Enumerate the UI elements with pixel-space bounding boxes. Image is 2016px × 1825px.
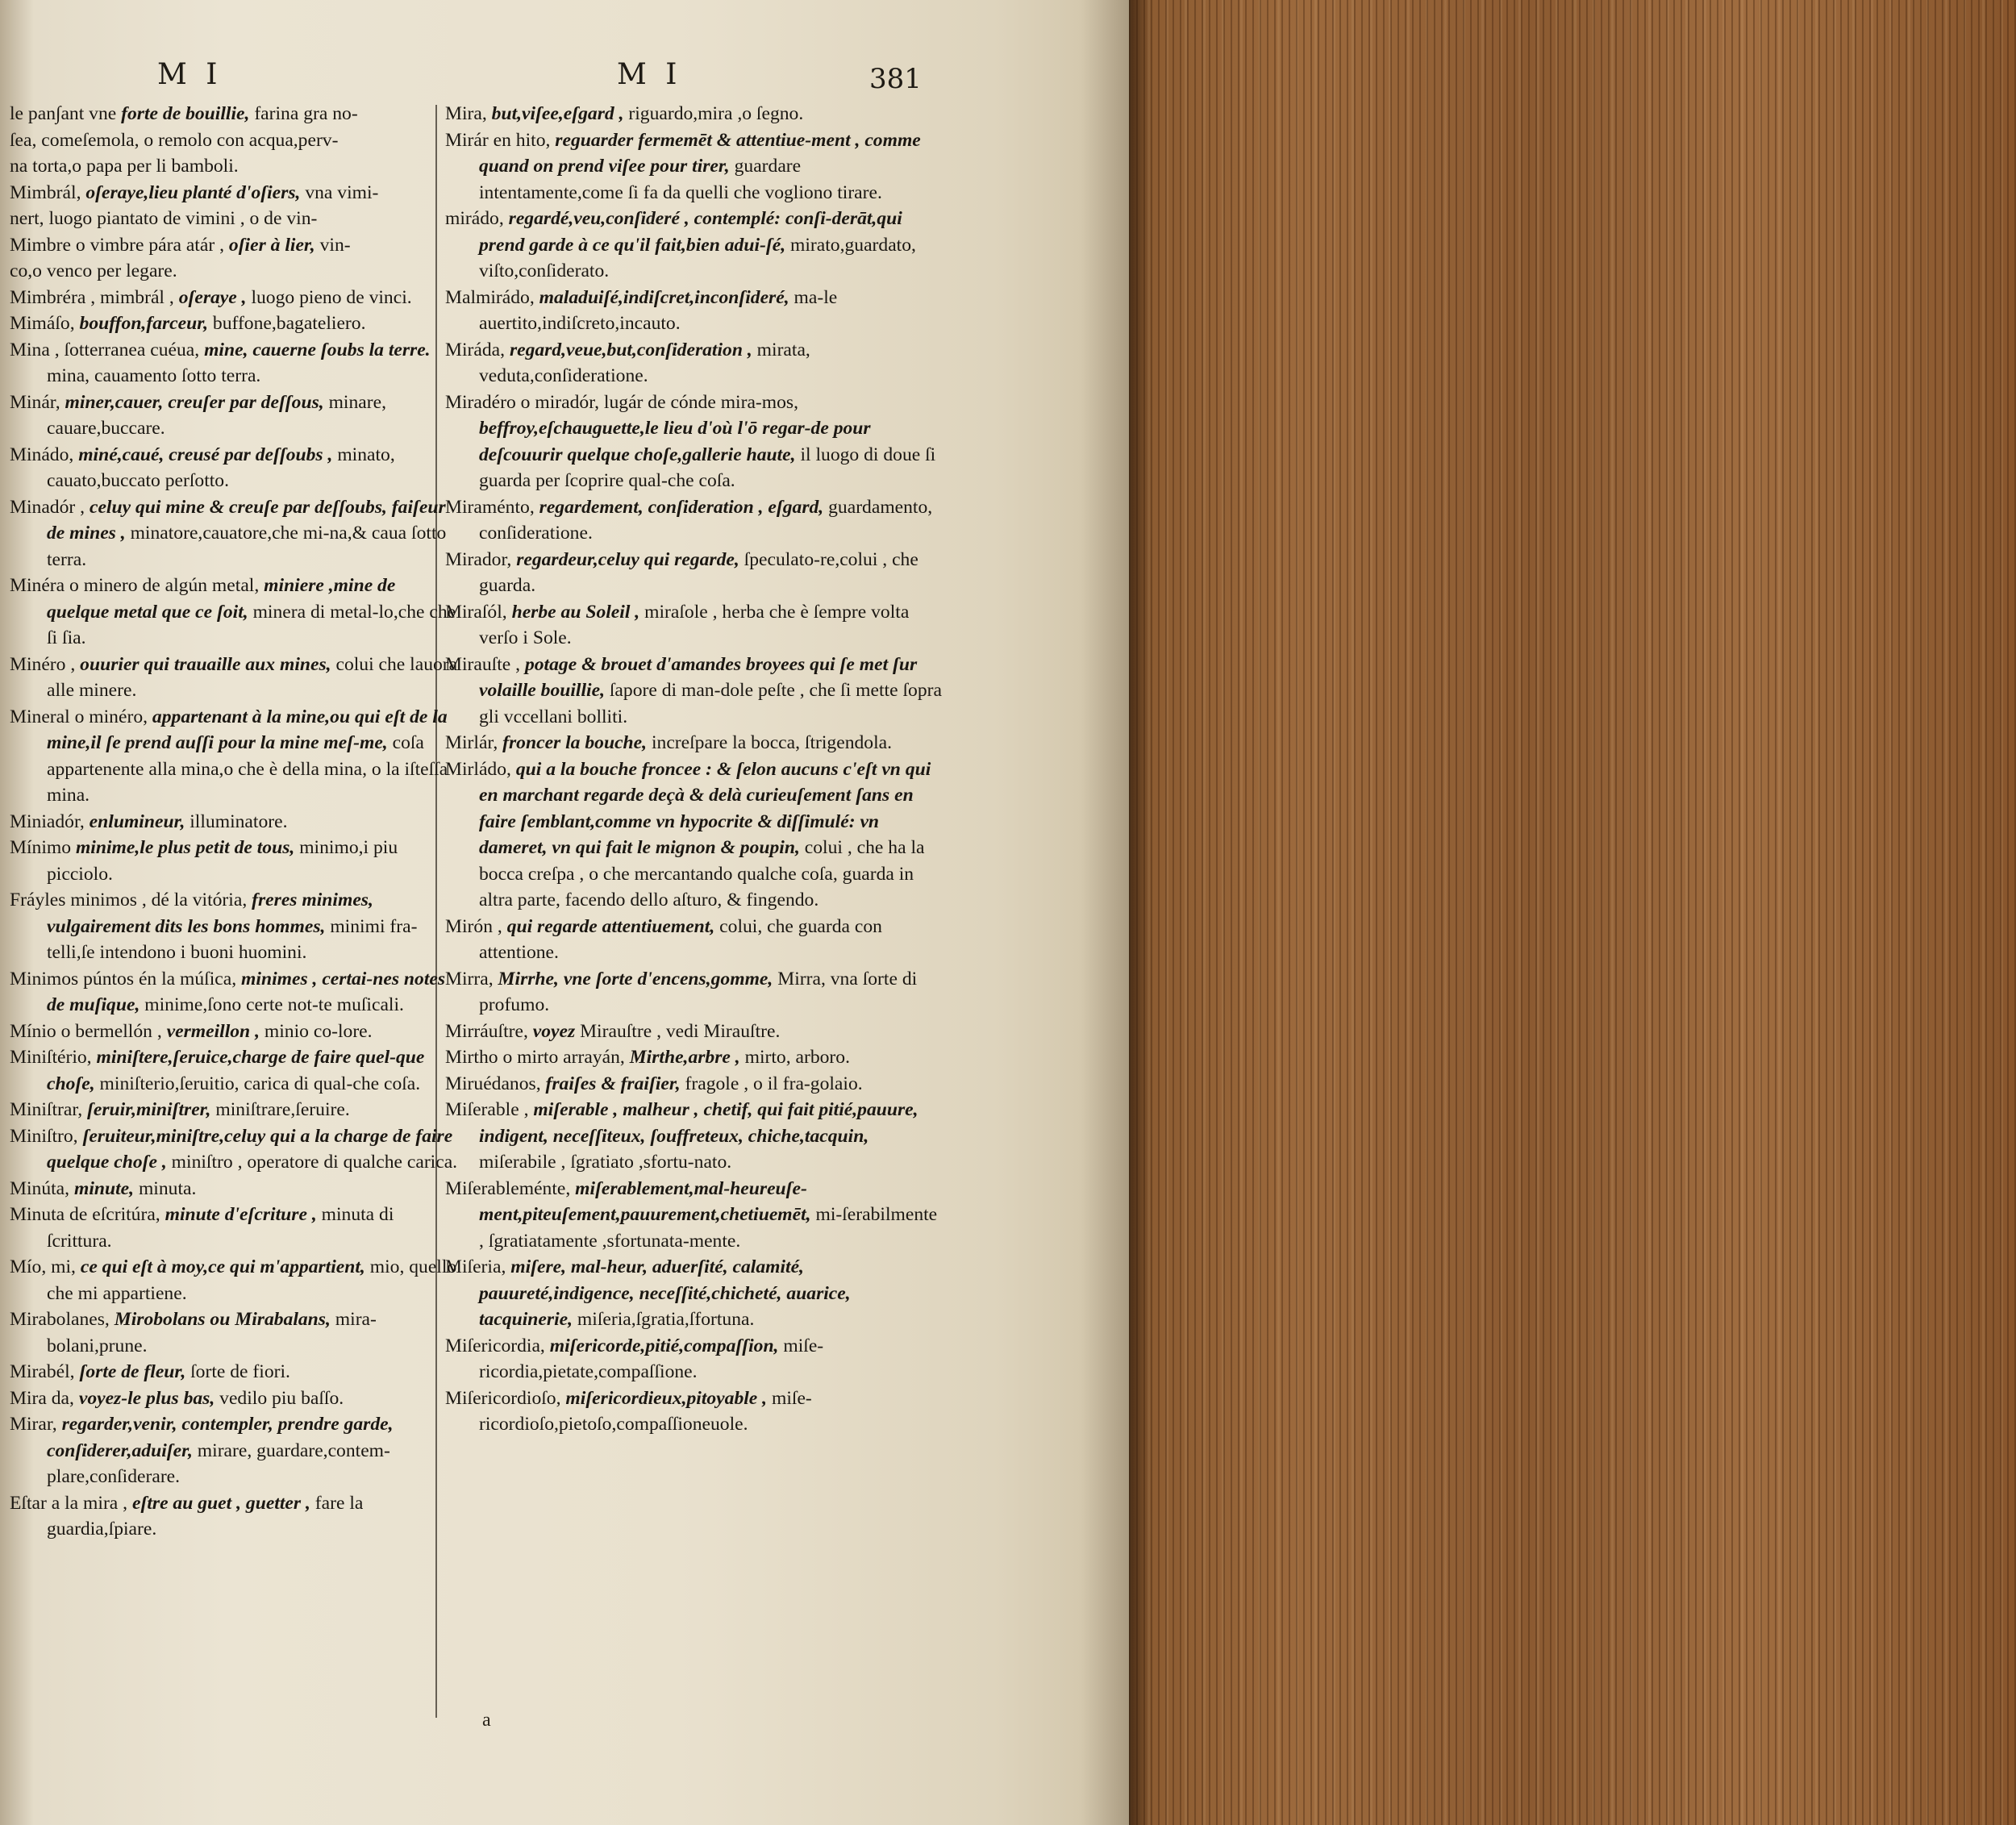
- dictionary-entry: [10, 1176, 461, 1202]
- dictionary-entry: [10, 494, 461, 573]
- italian-gloss: ſpeculato-re,colui , che guarda.: [479, 548, 918, 596]
- french-gloss: beffroy,eſchauguette,le lieu d'où l'ō regar-de pour deſcouurir quelque choſe,gallerie haute,: [479, 418, 871, 465]
- italian-gloss: luogo pieno de vinci.: [251, 286, 412, 308]
- italian-gloss: mio, quello che mi appartiene.: [47, 1256, 457, 1304]
- spanish-headword: Mirár en hito,: [445, 129, 551, 151]
- italian-gloss: miniſtrare,ſeruire.: [215, 1099, 350, 1120]
- italian-gloss: vedilo piu baſſo.: [219, 1387, 344, 1409]
- spanish-headword: Mimbrál,: [10, 181, 81, 203]
- spanish-headword: Mirar,: [10, 1414, 57, 1435]
- spanish-headword: nert, luogo piantato de vimini , o de vin-: [10, 208, 318, 229]
- french-gloss: ſeruir,miniſtrer,: [87, 1099, 211, 1120]
- spanish-headword: Mirtho o mirto arrayán,: [445, 1047, 625, 1068]
- italian-gloss: Mirauſtre , vedi Mirauſtre.: [580, 1020, 781, 1042]
- page-number: 381: [869, 63, 922, 95]
- french-gloss: ouurier qui trauaille aux mines,: [80, 653, 331, 675]
- french-gloss: but,viſee,eſgard ,: [491, 103, 624, 124]
- dictionary-entry: [445, 285, 945, 337]
- spanish-headword: Mirráuſtre,: [445, 1020, 528, 1042]
- signature-mark: a: [482, 1710, 491, 1731]
- french-gloss: appartenant à la mine,ou qui eſt de la mine,il ſe prend auſſi pour la mine meſ-me,: [47, 706, 448, 753]
- french-gloss: reguarder fermemēt & attentiue-ment , comme quand on prend viſee pour tirer,: [479, 129, 921, 177]
- french-gloss: oſeraye,lieu planté d'oſiers,: [85, 181, 301, 203]
- french-gloss: miné,caué, creusé par deſſoubs ,: [78, 444, 333, 465]
- dictionary-entry: [445, 206, 945, 285]
- french-gloss: miſerable , malheur , chetif, qui fait pitié,pauure, indigent, neceſſiteux, ſouffreteux, chiche,tacquin,: [479, 1099, 918, 1147]
- french-gloss: regardé,veu,conſideré , contemplé: conſi-derāt,qui prend garde à ce qu'il fait,bien adui-ſé,: [479, 208, 902, 256]
- spanish-headword: Mirabél,: [10, 1361, 75, 1382]
- italian-gloss: coſa appartenente alla mina,o che è della mina, o la iſteſſa mina.: [47, 732, 448, 806]
- dictionary-entry: [445, 547, 945, 599]
- italian-gloss: mirto, arboro.: [744, 1047, 850, 1068]
- dictionary-entry: [10, 390, 461, 442]
- dictionary-entry: [10, 1097, 461, 1123]
- dictionary-entry: [10, 1019, 461, 1045]
- italian-gloss: ſorte de fiori.: [190, 1361, 290, 1382]
- italian-gloss: buffone,bagateliero.: [212, 313, 366, 334]
- spanish-headword: Mirón ,: [445, 915, 502, 937]
- spanish-headword: Minádo,: [10, 444, 74, 465]
- spanish-headword: Miſericordioſo,: [445, 1387, 561, 1409]
- spanish-headword: Minuta de eſcritúra,: [10, 1204, 160, 1225]
- spanish-headword: Miſeria,: [445, 1256, 506, 1277]
- dictionary-entry: [445, 101, 945, 127]
- italian-gloss: miſe-ricordioſo,pietoſo,compaſſioneuole.: [479, 1387, 812, 1435]
- dictionary-entry: [445, 652, 945, 731]
- italian-gloss: colui , che ha la bocca creſpa , o che mercantando qualche coſa, guarda in altra parte, facendo dello aſturo, & fingendo.: [479, 837, 925, 910]
- dictionary-entry: [10, 1254, 461, 1306]
- italian-gloss: minuta di ſcrittura.: [47, 1204, 394, 1252]
- spanish-headword: Eſtar a la mira ,: [10, 1492, 128, 1514]
- dictionary-entry: [445, 914, 945, 966]
- french-gloss: bouffon,farceur,: [79, 313, 209, 334]
- italian-gloss: colui, che guarda con attentione.: [479, 915, 882, 963]
- french-gloss: oſier à lier,: [228, 234, 315, 256]
- dictionary-entry: [445, 337, 945, 390]
- french-gloss: Mirrhe, vne ſorte d'encens,gomme,: [498, 968, 773, 990]
- spanish-headword: Miſerable ,: [445, 1099, 529, 1120]
- spanish-headword: Miniſtro,: [10, 1125, 78, 1147]
- spanish-headword: Mimáſo,: [10, 313, 75, 334]
- italian-gloss: miſe-ricordia,pietate,compaſſione.: [479, 1335, 824, 1382]
- dictionary-entry: [445, 730, 945, 756]
- dictionary-entry: [10, 652, 461, 704]
- french-gloss: voyez-le plus bas,: [78, 1387, 215, 1409]
- dictionary-entry: [10, 1123, 461, 1176]
- dictionary-entry: [10, 809, 461, 835]
- italian-gloss: colui che lauora alle minere.: [47, 653, 458, 701]
- dictionary-entry: [445, 756, 945, 914]
- french-gloss: miſere, mal-heur, aduerſité, calamité, pauureté,indigence, neceſſité,chicheté, auarice, tacquinerie,: [479, 1256, 851, 1330]
- italian-gloss: minimo,i piu picciolo.: [47, 837, 398, 885]
- italian-gloss: minime,ſono certe not-te muſicali.: [144, 994, 404, 1015]
- dictionary-entry: [10, 1359, 461, 1385]
- dictionary-entry: [10, 285, 461, 311]
- french-gloss: voyez: [532, 1020, 576, 1042]
- spanish-headword: Mirabolanes,: [10, 1309, 110, 1330]
- dictionary-entry: [10, 704, 461, 809]
- italian-gloss: miſerabile , ſgratiato ,sfortu-nato.: [479, 1152, 732, 1173]
- french-gloss: vermeillon ,: [166, 1020, 260, 1042]
- french-gloss: minimes , certai-nes notes de muſique,: [47, 968, 446, 1015]
- spanish-headword: Miradéro o miradór, lugár de cónde mira-mos,: [445, 391, 799, 413]
- french-gloss: ſeruiteur,miniſtre,celuy qui a la charge de faire quelque choſe ,: [47, 1125, 453, 1173]
- spanish-headword: Minéra o minero de algún metal,: [10, 575, 260, 596]
- italian-gloss: miraſole , herba che è ſempre volta verſo i Sole.: [479, 601, 910, 648]
- italian-gloss: illuminatore.: [190, 810, 288, 832]
- french-gloss: ce qui eſt à moy,ce qui m'appartient,: [80, 1256, 365, 1277]
- french-gloss: regardeur,celuy qui regarde,: [516, 548, 739, 570]
- french-gloss: miſericorde,pitié,compaſſion,: [549, 1335, 779, 1356]
- french-gloss: regarder,venir, contempler, prendre garde, conſiderer,aduiſer,: [47, 1414, 394, 1461]
- dictionary-entry: [10, 206, 461, 232]
- left-guide-word: M I: [157, 58, 223, 91]
- spanish-headword: ſea, comeſemola, o remolo con acqua,perv-: [10, 129, 339, 151]
- right-column: [445, 101, 945, 1438]
- french-gloss: freres minimes, vulgairement dits les bons hommes,: [47, 890, 373, 937]
- italian-gloss: mirare, guardare,contem-plare,conſiderare.: [47, 1440, 390, 1487]
- french-gloss: ſorte de fleur,: [79, 1361, 186, 1382]
- dictionary-entry: [445, 1254, 945, 1333]
- spanish-headword: Miſerableménte,: [445, 1177, 571, 1199]
- italian-gloss: miſeria,ſgratia,ſfortuna.: [577, 1309, 755, 1330]
- spanish-headword: Malmirádo,: [445, 286, 535, 308]
- french-gloss: minime,le plus petit de tous,: [75, 837, 295, 858]
- italian-gloss: guardare intentamente,come ſi fa da quelli che vogliono tirare.: [479, 156, 882, 203]
- italian-gloss: mina, cauamento ſotto terra.: [47, 365, 261, 386]
- spanish-headword: Mina , ſotterranea cuéua,: [10, 339, 200, 360]
- spanish-headword: Minúta,: [10, 1177, 70, 1199]
- spanish-headword: Mínio o bermellón ,: [10, 1020, 162, 1042]
- dictionary-entry: [445, 1176, 945, 1255]
- french-gloss: miniſtere,ſeruice,charge de faire quel-que choſe,: [47, 1047, 425, 1094]
- dictionary-entry: [10, 258, 461, 285]
- dictionary-entry: [10, 835, 461, 887]
- italian-gloss: ma-le auertito,indiſcreto,incauto.: [479, 286, 838, 334]
- dictionary-entry: [445, 1385, 945, 1438]
- french-gloss: herbe au Soleil ,: [511, 601, 640, 623]
- spanish-headword: Mirra,: [445, 968, 494, 990]
- italian-gloss: mira-bolani,prune.: [47, 1309, 377, 1356]
- spanish-headword: Mimbre o vimbre pára atár ,: [10, 234, 224, 256]
- french-gloss: regard,veue,but,conſideration ,: [509, 339, 752, 360]
- spanish-headword: Minéro ,: [10, 653, 76, 675]
- dictionary-entry: [10, 442, 461, 494]
- spanish-headword: Fráyles minimos , dé la vitória,: [10, 890, 248, 910]
- spanish-headword: Mirládo,: [445, 758, 511, 780]
- french-gloss: regardement, conſideration , eſgard,: [539, 496, 824, 518]
- dictionary-entry: [10, 887, 461, 966]
- dictionary-entry: [10, 101, 461, 127]
- spanish-headword: Miráda,: [445, 339, 506, 360]
- italian-gloss: minatore,cauatore,che mi-na,& caua ſotto terra.: [47, 523, 447, 570]
- spanish-headword: Mira,: [445, 103, 487, 124]
- dictionary-entry: [10, 127, 461, 154]
- italian-gloss: minera di metal-lo,che che ſi ſia.: [47, 601, 456, 648]
- spanish-headword: Mirador,: [445, 548, 512, 570]
- french-gloss: miner,cauer, creuſer par deſſous,: [65, 391, 324, 413]
- spanish-headword: le pan∫ant vne: [10, 103, 117, 124]
- dictionary-entry: [445, 390, 945, 494]
- dictionary-entry: [445, 966, 945, 1019]
- italian-gloss: fragole , o il fra-golaio.: [685, 1073, 863, 1094]
- dictionary-entry: [445, 494, 945, 547]
- italian-gloss: mirato,guardato, viſto,conſiderato.: [479, 234, 916, 281]
- spanish-headword: mirádo,: [445, 208, 504, 229]
- dictionary-entry: [445, 1019, 945, 1045]
- italian-gloss: increſpare la bocca, ſtrigendola.: [651, 732, 893, 753]
- french-gloss: miſerablement,mal-heureuſe-ment,piteuſement,pauurement,chetiuemēt,: [479, 1177, 811, 1225]
- spanish-headword: Mimbréra , mimbrál ,: [10, 286, 174, 308]
- french-gloss: mine, cauerne ſoubs la terre.: [204, 339, 431, 360]
- italian-gloss: minio co-lore.: [264, 1020, 373, 1042]
- dictionary-entry: [10, 1202, 461, 1254]
- french-gloss: Mirthe,arbre ,: [629, 1047, 740, 1068]
- dictionary-entry: [445, 1333, 945, 1385]
- spanish-headword: Miniſtrar,: [10, 1099, 83, 1120]
- italian-gloss: mi-ſerabilmente , ſgratiatamente ,sfortunata-mente.: [479, 1204, 938, 1252]
- dictionary-entry: [445, 599, 945, 652]
- spanish-headword: Miniadór,: [10, 810, 85, 832]
- spanish-headword: co,o venco per legare.: [10, 260, 177, 281]
- dictionary-entry: [10, 337, 461, 390]
- dictionary-entry: [10, 966, 461, 1019]
- spanish-headword: Mirlár,: [445, 732, 498, 753]
- dictionary-entry: [10, 232, 461, 259]
- french-gloss: minute,: [73, 1177, 135, 1199]
- dictionary-entry: [10, 153, 461, 180]
- spanish-headword: Mineral o minéro,: [10, 706, 148, 727]
- italian-gloss: Mirra, vna ſorte di profumo.: [479, 968, 918, 1015]
- french-gloss: Mirobolans ou Mirabalans,: [114, 1309, 331, 1330]
- spanish-headword: Mío, mi,: [10, 1256, 76, 1277]
- right-guide-word: M I: [617, 58, 682, 91]
- italian-gloss: guardamento, conſideratione.: [479, 496, 933, 544]
- spanish-headword: Miruédanos,: [445, 1073, 541, 1094]
- french-gloss: froncer la bouche,: [502, 732, 648, 753]
- spanish-headword: Minimos púntos én la múſica,: [10, 968, 237, 990]
- italian-gloss: minare, cauare,buccare.: [47, 391, 386, 439]
- italian-gloss: vna vimi-: [305, 181, 379, 203]
- italian-gloss: miniſtro , operatore di qualche carica.: [171, 1152, 458, 1173]
- dictionary-entry: [445, 1097, 945, 1176]
- spanish-headword: Mínimo: [10, 837, 72, 858]
- french-gloss: eſtre au guet , guetter ,: [132, 1492, 310, 1514]
- spanish-headword: Minár,: [10, 391, 60, 413]
- italian-gloss: mirata, veduta,conſideratione.: [479, 339, 810, 386]
- french-gloss: miſericordieux,pitoyable ,: [565, 1387, 768, 1409]
- italian-gloss: il luogo di doue ſi guarda per ſcoprire qual-che coſa.: [479, 444, 936, 491]
- french-gloss: potage & brouet d'amandes broyees qui ſe met ſur volaille bouillie,: [479, 653, 918, 701]
- spanish-headword: Miniſtério,: [10, 1047, 92, 1068]
- dictionary-entry: [445, 127, 945, 206]
- french-gloss: qui regarde attentiuement,: [506, 915, 715, 937]
- french-gloss: celuy qui mine & creuſe par deſſoubs, faiſeur de mines ,: [47, 496, 446, 544]
- italian-gloss: riguardo,mira ,o ſegno.: [628, 103, 804, 124]
- french-gloss: oſeraye ,: [178, 286, 247, 308]
- spanish-headword: Minadór ,: [10, 496, 85, 518]
- spanish-headword: na torta,o papa per li bamboli.: [10, 156, 239, 177]
- spanish-headword: Mirauſte ,: [445, 653, 521, 675]
- page-shadow: [1129, 0, 1153, 1825]
- dictionary-entry: [10, 1385, 461, 1412]
- french-gloss: enlumineur,: [89, 810, 185, 832]
- italian-gloss: ſapore di man-dole peſte , che ſi mette ſopra gli vccellani bolliti.: [479, 680, 942, 727]
- dictionary-entry: [445, 1071, 945, 1098]
- spanish-headword: Miſericordia,: [445, 1335, 545, 1356]
- dictionary-entry: [445, 1044, 945, 1071]
- book-fore-edge: [1129, 0, 2016, 1825]
- dictionary-entry: [10, 310, 461, 337]
- spanish-headword: Miraménto,: [445, 496, 535, 518]
- spanish-headword: Mira da,: [10, 1387, 74, 1409]
- spanish-headword: Miraſól,: [445, 601, 507, 623]
- dictionary-entry: [10, 573, 461, 652]
- italian-gloss: fare la guardia,ſpiare.: [47, 1492, 364, 1540]
- dictionary-entry: [10, 1306, 461, 1359]
- italian-gloss: farina gra no-: [254, 103, 358, 124]
- italian-gloss: minimi fra-telli,ſe intendono i buoni huomini.: [47, 915, 418, 963]
- french-gloss: qui a la bouche froncee : & ſelon aucuns c'eſt vn qui en marchant regarde deçà & delà curieuſement ſans en faire ſemblant,comme vn hypocrite & diſſimulé: vn dameret, vn qui fait le mignon & poupin,: [479, 758, 931, 858]
- italian-gloss: miniſterio,ſeruitio, carica di qual-che coſa.: [99, 1073, 421, 1094]
- dictionary-entry: [10, 180, 461, 206]
- french-gloss: forte de bouillie,: [121, 103, 250, 124]
- french-gloss: minute d'eſcriture ,: [165, 1204, 317, 1225]
- dictionary-entry: [10, 1044, 461, 1097]
- french-gloss: maladuiſé,indiſcret,inconſideré,: [539, 286, 789, 308]
- french-gloss: miniere ,mine de quelque metal que ce ſoit,: [47, 575, 396, 623]
- dictionary-entry: [10, 1490, 461, 1543]
- french-gloss: fraiſes & fraiſier,: [545, 1073, 681, 1094]
- left-column: [10, 101, 461, 1543]
- dictionary-entry: [10, 1411, 461, 1490]
- italian-gloss: minuta.: [138, 1177, 197, 1199]
- italian-gloss: minato, cauato,buccato perſotto.: [47, 444, 395, 491]
- italian-gloss: vin-: [319, 234, 351, 256]
